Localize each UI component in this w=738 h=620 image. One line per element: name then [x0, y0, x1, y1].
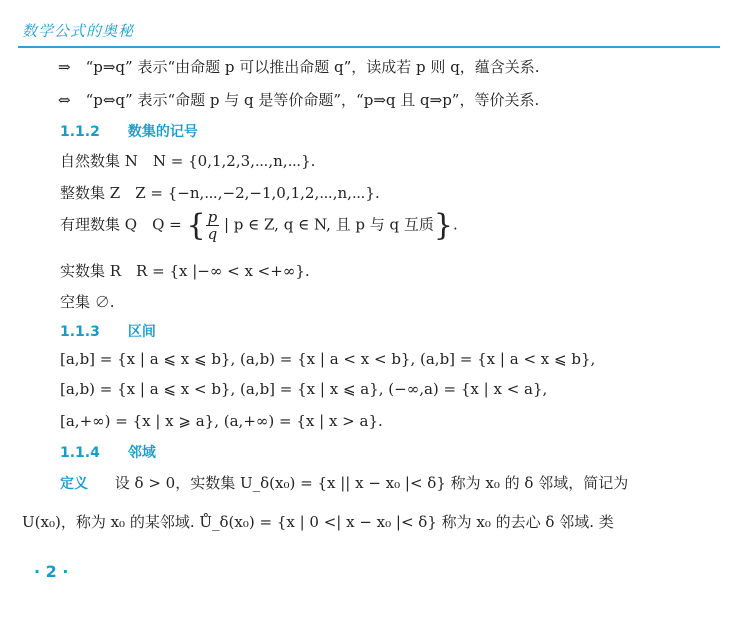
- fraction-numerator: p: [207, 208, 218, 226]
- definition-text-1: 设 δ > 0，实数集 U_δ(x₀) = {x || x − x₀ |< δ} 称为 x₀ 的 δ 邻域，简记为: [114, 474, 629, 492]
- right-brace: }: [433, 208, 454, 243]
- integer-set-line: 整数集 Z Z = {−n,⋯,−2,−1,0,1,2,⋯,n,⋯}.: [60, 184, 380, 202]
- real-set-line: 实数集 R R = {x |−∞ < x <+∞}.: [60, 262, 310, 280]
- rational-set-line: 有理数集 Q Q = { $\frac{p}{q}$ | p ∈ Z, q ∈ N, 且 p 与 q 互质}.: [60, 208, 458, 243]
- left-brace: {: [186, 208, 206, 243]
- iff-line: ⇔ “p⇔q” 表示“命题 p 与 q 是等价命题”，“p⇒q 且 q⇒p”，等价关系.: [58, 91, 540, 109]
- definition-line-2: U(x₀)，称为 x₀ 的某邻域. Ů_δ(x₀) = {x | 0 <| x − x₀ |< δ} 称为 x₀ 的去心 δ 邻域. 类: [22, 513, 614, 531]
- interval-line-1: [a,b] = {x | a ⩽ x ⩽ b}, (a,b) = {x | a < x < b}, (a,b] = {x | a < x ⩽ b},: [60, 350, 596, 368]
- natural-set-line: 自然数集 N N = {0,1,2,3,⋯,n,⋯}.: [60, 152, 316, 170]
- definition-line-1: [60, 472, 628, 493]
- interval-line-3: [a,+∞) = {x | x ⩾ a}, (a,+∞) = {x | x > a}.: [60, 412, 383, 430]
- interval-line-2: [a,b) = {x | a ⩽ x < b}, (a,b] = {x | x ⩽ a}, (−∞,a) = {x | x < a},: [60, 380, 548, 398]
- rational-set-prefix: 有理数集 Q Q =: [60, 215, 187, 234]
- implies-line: ⇒ “p⇒q” 表示“由命题 p 可以推出命题 q”，读成若 p 则 q，蕴含关系.: [58, 58, 540, 76]
- empty-set-line: 空集 ∅.: [60, 293, 115, 311]
- header-rule: [18, 46, 720, 48]
- fraction-denominator: q: [207, 225, 218, 243]
- definition-label: 定义: [60, 476, 88, 492]
- p-over-q-fraction: [206, 209, 220, 242]
- section-1-1-4-heading: 1.1.4 邻域: [60, 445, 156, 461]
- page-number: · 2 ·: [34, 562, 69, 581]
- section-1-1-3-heading: 1.1.3 区间: [60, 324, 156, 340]
- rational-set-condition: | p ∈ Z, q ∈ N, 且 p 与 q 互质: [219, 215, 434, 234]
- running-header: 数学公式的奥秘: [22, 22, 135, 40]
- section-1-1-2-heading: 1.1.2 数集的记号: [60, 124, 198, 140]
